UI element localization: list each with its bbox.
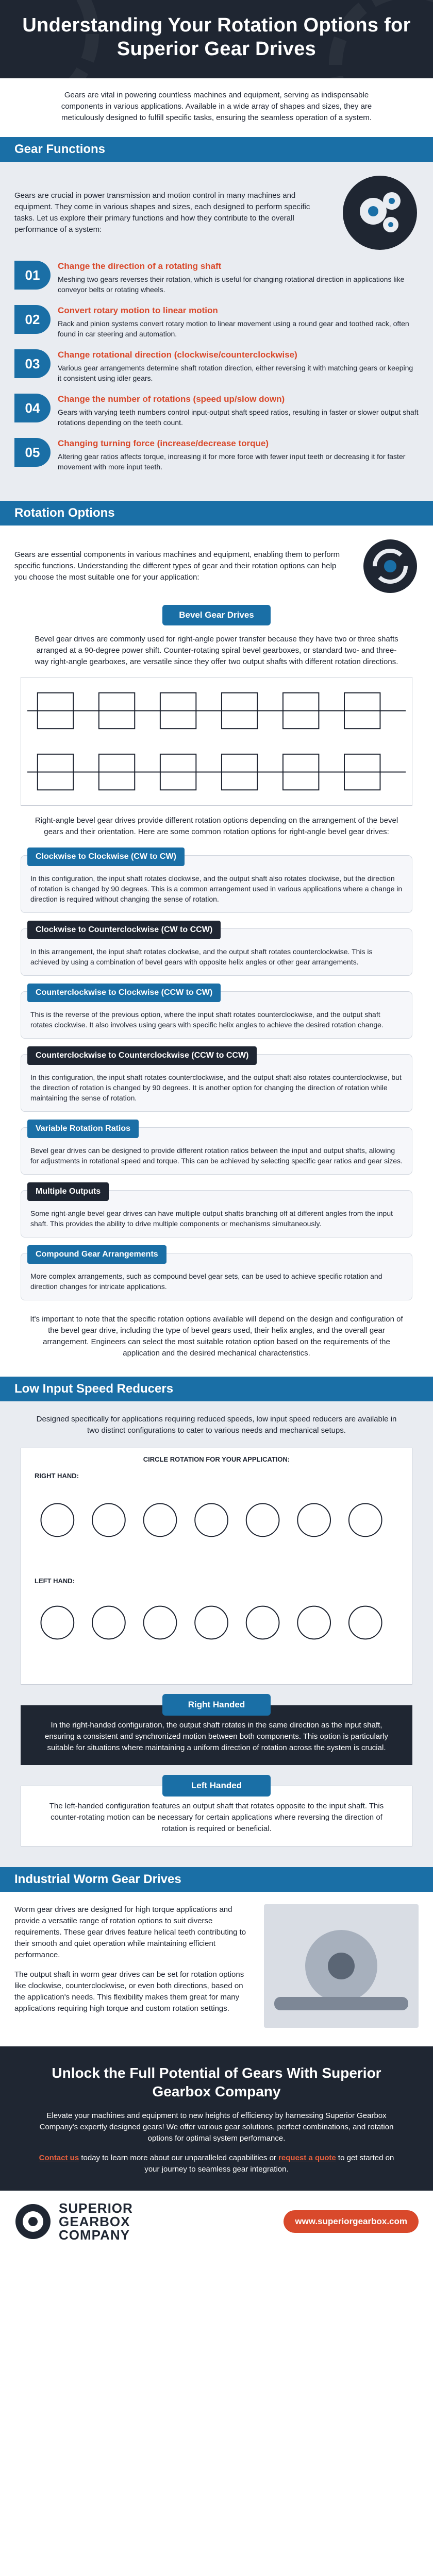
rotation-card-text: Bevel gear drives can be designed to provide different rotation ratios between the input and output shafts, allowing for adjustments in rotational speed and torque. This can be achieved by selecting specific gear ratios and gear sizes.	[30, 1146, 403, 1165]
rotation-card-compound	[21, 1250, 412, 1300]
rotation-card-ccw-cw	[21, 988, 412, 1039]
rotation-closing-note: It's important to note that the specific rotation options available will depend on the design and configuration of the bevel gear drive, including the type of bevel gears used, their helix angles, and the overall gear arrangement. Engineers can select the most suitable rotation option based on the requirements of the application and the desired mechanical characteristics.	[30, 1315, 403, 1358]
logo-line-1: SUPERIOR	[59, 2200, 133, 2216]
rotation-card-tag: Variable Rotation Ratios	[27, 1120, 139, 1138]
function-title: Change the number of rotations (speed up/slow down)	[58, 394, 285, 404]
left-handed-box	[21, 1781, 412, 1846]
left-handed-title: Left Handed	[162, 1775, 271, 1797]
right-handed-text: In the right-handed configuration, the output shaft rotates in the same direction as the input shaft, ensuring a consistent and synchronized motion between both components. This option is particularly suitable for situations where maintaining a uniform direction of rotation across the system is crucial.	[45, 1721, 388, 1752]
rotation-card-variable	[21, 1124, 412, 1175]
cta-title: Unlock the Full Potential of Gears With Superior Gearbox Company	[52, 2065, 381, 2099]
function-content	[58, 349, 419, 383]
rotation-hand-diagram	[21, 1448, 412, 1685]
bevel-gear-schematic-icon	[21, 677, 412, 805]
rotation-options-intro-text: Gears are essential components in various machines and equipment, enabling them to perform specific functions. Understanding the different types of gear and their rotation options can help you choose the most suitable one for your application:	[14, 550, 340, 582]
gear-logo-icon	[14, 2203, 52, 2240]
function-number: 01	[14, 261, 51, 290]
request-quote-link[interactable]: request a quote	[278, 2154, 336, 2162]
function-number: 05	[14, 438, 51, 467]
right-handed-box	[21, 1700, 412, 1765]
function-item-4	[14, 394, 419, 428]
function-title: Changing turning force (increase/decrease torque)	[58, 438, 269, 448]
hero-header	[0, 0, 433, 78]
rotation-arrows-icon	[362, 538, 419, 595]
gear-cluster-icon	[341, 174, 419, 251]
bevel-gear-text: Bevel gear drives are commonly used for right-angle power transfer because they have two or three shafts arranged at a 90-degree power shift. Counter-rotating spiral bevel gearboxes, or standard two- and three-way right-angle gearboxes, are versatile since they offer two output shafts with different rotation directions.	[35, 635, 398, 666]
cta-text: Elevate your machines and equipment to new heights of efficiency by harnessing Superior Gearbox Company's expertly designed gears! We offer various gear solutions, perfect combinations, and rotation options for optimal system performance.	[39, 2111, 394, 2143]
gear-functions-header	[0, 137, 433, 162]
gear-functions-intro-text: Gears are crucial in power transmission and motion control in many machines and equipment. They come in various shapes and sizes, each designed to perform specific tasks. Let us explore their primary functions and how they contribute to the overall performance of a system:	[14, 191, 310, 234]
function-item-2	[14, 305, 419, 339]
rotation-card-tag: Counterclockwise to Clockwise (CCW to CW)	[27, 984, 221, 1002]
cta-section	[0, 2046, 433, 2191]
function-item-3	[14, 349, 419, 383]
bevel-gear-title: Bevel Gear Drives	[162, 605, 271, 625]
rotation-card-tag: Multiple Outputs	[27, 1182, 109, 1201]
rotation-card-cw-cw	[21, 852, 412, 913]
gear-functions-title: Gear Functions	[14, 142, 106, 156]
diagram-caption: CIRCLE ROTATION FOR YOUR APPLICATION:	[143, 1455, 290, 1463]
website-link[interactable]: www.superiorgearbox.com	[284, 2210, 419, 2233]
rotation-card-text: In this arrangement, the input shaft rotates clockwise, and the output shaft rotates counterclockwise. This is achieved by using a combination of bevel gears with opposite helix angles or other gear arrangements.	[30, 947, 373, 966]
low-input-intro: Designed specifically for applications requiring reduced speeds, low input speed reducers are available in two distinct configurations to cater to various needs and mechanical setups.	[36, 1415, 397, 1435]
function-title: Change rotational direction (clockwise/counterclockwise)	[58, 350, 297, 360]
worm-title: Industrial Worm Gear Drives	[14, 1872, 181, 1886]
right-hand-label: RIGHT HAND:	[35, 1472, 79, 1480]
low-input-section	[0, 1377, 433, 1867]
rotation-card-tag: Clockwise to Counterclockwise (CW to CCW)	[27, 921, 221, 939]
function-number: 04	[14, 394, 51, 422]
worm-paragraph-2: The output shaft in worm gear drives can be set for rotation options like clockwise, counterclockwise, or even both directions, based on the application's needs. This flexibility makes them great for many applications requiring high torque and custom rotation settings.	[14, 1970, 244, 2013]
function-item-1	[14, 261, 419, 295]
cta-text-3: to get started on your journey to seamless gear integration.	[144, 2154, 394, 2174]
worm-gear-image-icon	[264, 1904, 419, 2028]
gear-functions-intro	[0, 162, 433, 258]
rotation-card-tag: Counterclockwise to Counterclockwise (CCW to CCW)	[27, 1046, 257, 1065]
worm-text	[14, 1904, 252, 2023]
right-handed-title: Right Handed	[162, 1694, 271, 1716]
reducer-schematic-icon	[21, 1448, 412, 1684]
function-content	[58, 305, 419, 339]
rotation-card-text: Some right-angle bevel gear drives can have multiple output shafts branching off at different angles from the input shaft. This provides the ability to drive multiple components or mechanisms simultaneously.	[30, 1209, 393, 1228]
rotation-card-tag: Clockwise to Clockwise (CW to CW)	[27, 848, 185, 866]
left-hand-label: LEFT HAND:	[35, 1577, 75, 1585]
function-content	[58, 394, 419, 428]
rotation-options-intro	[0, 526, 433, 598]
hero-intro: Gears are vital in powering countless machines and equipment, serving as indispensable components in various applications. Available in a wide array of shapes and sizes, they are meticulously designed to fulfill specific tasks, ensuring the seamless operation of a system.	[0, 78, 433, 137]
worm-content	[0, 1892, 433, 2036]
function-text: Altering gear ratios affects torque, increasing it for more force with fewer input teeth or decreasing it for faster movement with more input teeth.	[58, 452, 406, 471]
worm-paragraph-1: Worm gear drives are designed for high torque applications and provide a versatile range of rotation options to suit diverse requirements. These gear drives feature helical teeth contributing to their smooth and quiet operation while maintaining efficient performance.	[14, 1905, 246, 1959]
rotation-options-section	[0, 501, 433, 1377]
gear-functions-section	[0, 137, 433, 501]
rotation-card-tag: Compound Gear Arrangements	[27, 1245, 166, 1264]
cta-contact-line	[36, 2153, 397, 2175]
worm-header	[0, 1867, 433, 1892]
company-logo	[14, 2201, 133, 2242]
gear-functions-list	[0, 258, 433, 490]
function-text: Various gear arrangements determine shaft rotation direction, either reversing it with matching gears or keeping it consistent using idler gears.	[58, 364, 413, 382]
rotation-card-multiple-outputs	[21, 1187, 412, 1238]
rotation-card-ccw-ccw	[21, 1051, 412, 1112]
company-logo-text	[59, 2201, 133, 2242]
logo-line-2: GEARBOX	[59, 2214, 130, 2229]
function-text: Gears with varying teeth numbers control input-output shaft speed ratios, resulting in faster or slower output shaft rotations depending on the teeth count.	[58, 408, 419, 427]
rotation-card-text: More complex arrangements, such as compound bevel gear sets, can be used to achieve specific rotation and direction changes for intricate applications.	[30, 1272, 382, 1291]
function-content	[58, 261, 419, 295]
left-handed-text: The left-handed configuration features an output shaft that rotates opposite to the input shaft. This counter-rotating motion can be necessary for certain applications where reversing the direction of rotation is required or beneficial.	[49, 1802, 384, 1833]
rotation-card-text: This is the reverse of the previous option, where the input shaft rotates counterclockwise, and the output shaft rotates clockwise. It also involves using gears with specific helix angles to achieve the desired rotation change.	[30, 1010, 384, 1029]
function-text: Meshing two gears reverses their rotation, which is useful for changing rotational direction in applications like conveyor belts or rotating wheels.	[58, 275, 405, 294]
function-item-5	[14, 438, 419, 472]
bevel-gear-diagram	[21, 677, 412, 806]
cta-text-2: today to learn more about our unparalleled capabilities or	[79, 2154, 279, 2162]
rotation-options-header	[0, 501, 433, 526]
rotation-options-title: Rotation Options	[14, 506, 115, 520]
low-input-header	[0, 1377, 433, 1401]
worm-section	[0, 1867, 433, 2046]
function-number: 02	[14, 305, 51, 334]
function-title: Convert rotary motion to linear motion	[58, 306, 218, 315]
function-content	[58, 438, 419, 472]
function-title: Change the direction of a rotating shaft	[58, 261, 222, 271]
footer	[0, 2191, 433, 2252]
function-number: 03	[14, 349, 51, 378]
page-title: Understanding Your Rotation Options for Superior Gear Drives	[22, 14, 411, 60]
rotation-card-text: In this configuration, the input shaft rotates counterclockwise, and the output shaft also rotates counterclockwise, but the direction of rotation is changed by 90 degrees. It is another option for changing the direction of rotation while maintaining the sense of rotation.	[30, 1073, 402, 1102]
logo-line-3: COMPANY	[59, 2227, 130, 2243]
function-text: Rack and pinion systems convert rotary motion to linear movement using a round gear and toothed rack, often found in car steering and automation.	[58, 319, 409, 338]
contact-us-link[interactable]: Contact us	[39, 2154, 79, 2162]
bevel-gear-text-2: Right-angle bevel gear drives provide different rotation options depending on the arrangement of the bevel gears and their orientation. Here are some common rotation options for right-angle bevel gear drives:	[35, 816, 398, 836]
rotation-card-cw-ccw	[21, 925, 412, 976]
rotation-card-text: In this configuration, the input shaft rotates clockwise, and the output shaft also rotates clockwise, but the direction of rotation is changed by 90 degrees. This is a common arrangement used in various applications where a change in direction is required without changing the sense of rotation.	[30, 874, 403, 903]
low-input-title: Low Input Speed Reducers	[14, 1382, 174, 1396]
